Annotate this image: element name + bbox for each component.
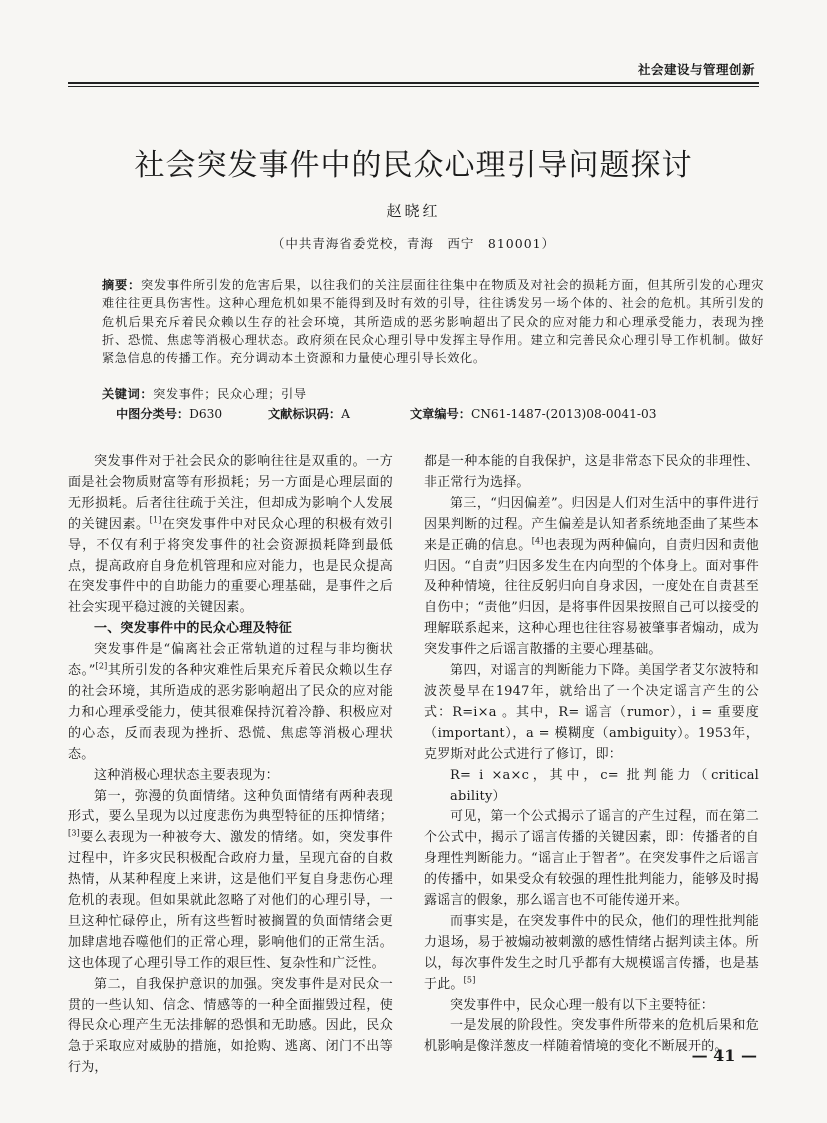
paragraph: 可见，第一个公式揭示了谣言的产生过程，而在第二个公式中，揭示了谣言传播的关键因素，即：传播者的自身理性判断能力。“谣言止于智者”。在突发事件之后谣言的传播中，如果受众有较强的理性批判能力，能够及时揭露谣言的假象，那么谣言也不可能传递开来。 (424, 809, 759, 909)
paragraph: 都是一种本能的自我保护，这是非常态下民众的非理性、非正常行为选择。 (424, 454, 759, 490)
keywords-text: 突发事件；民众心理；引导 (153, 387, 307, 401)
paragraph: 第三，“归因偏差”。归因是人们对生活中的事件进行因果判断的过程。产生偏差是认知者系统地歪曲了某些本来是正确的信息。[4]也表现为两种偏向，自责归因和责他归因。“自责”归因多发生在内向型的个体身上。面对事件及种种情境，往往反躬归向自身求因，一度处在自责甚至自伤中；“责他”归因，是将事件因果按照自己可以接受的理解联系起来，这种心理也往往容易被肇事者煽动，成为突发事件之后谣言散播的主要心理基础。 (424, 495, 759, 658)
left-column (68, 452, 393, 1079)
paragraph: 第四，对谣言的判断能力下降。美国学者艾尔波特和波茨曼早在1947年，就给出了一个决定谣言产生的公式：R=i×a 。其中，R= 谣言（rumor），i = 重要度（important），a = 模糊度（ambiguity）。1953年，克罗斯对此公式进行了修订，即： (424, 663, 759, 762)
journal-section-label: 社会建设与管理创新 (637, 62, 755, 77)
paragraph: 第二，自我保护意识的加强。突发事件是对民众一贯的一些认知、信念、情感等的一种全面摧毁过程，使得民众心理产生无法排解的恐惧和无助感。因此，民众急于采取应对威胁的措施，如抢购、逃离、闭门不出等行为， (68, 976, 393, 1076)
keywords-label: 关键词： (102, 387, 154, 401)
abstract-label: 摘要： (102, 278, 141, 292)
citation: [4] (531, 536, 544, 546)
right-column (424, 452, 759, 1058)
paragraph: 一是发展的阶段性。突发事件所带来的危机后果和危机影响是像洋葱皮一样随着情境的变化不断展开的。 (424, 1018, 759, 1055)
section-heading: 一、突发事件中的民众心理及特征 (94, 621, 293, 637)
author: 赵晓红 (386, 202, 441, 220)
paragraph: 第一，弥漫的负面情绪。这种负面情绪有两种表现形式，要么呈现为以过度悲伤为典型特征的压抑情绪；[3]要么表现为一种被夸大、激发的情绪。如，突发事件过程中，许多灾民积极配合政府力量，呈现亢奋的自救热情，从某种程度上来讲，这是他们平复自身悲伤心理危机的表现。但如果就此忽略了对他们的心理引导，一旦这种忙碌停止，所有这些暂时被搁置的负面情绪会更加肆虐地吞噬他们的正常心理，影响他们的正常生活。这也体现了心理引导工作的艰巨性、复杂性和广泛性。 (68, 788, 393, 971)
article-title: 社会突发事件中的民众心理引导问题探讨 (134, 148, 693, 183)
keywords (102, 385, 764, 402)
article-number: 文章编号：CN61-1487-(2013)08-0041-03 (410, 407, 657, 421)
citation: [5] (463, 975, 476, 985)
citation: [1] (149, 515, 162, 525)
formula: R= i ×a×c，其中，c= 批判能力（critical ability） (450, 767, 759, 804)
citation: [2] (95, 661, 108, 671)
paragraph: 突发事件是“偏离社会正常轨道的过程与非均衡状态。”[2]其所引发的各种灾难性后果充斥着民众赖以生存的社会环境，其所造成的恶劣影响超出了民众的应对能力和心理承受能力，使其很难保持沉着冷静、积极应对的心态，反而表现为挫折、恐慌、焦虑等消极心理状态。 (68, 642, 394, 762)
page-number: — 41 — (691, 1046, 757, 1065)
paragraph: 这种消极心理状态主要表现为： (94, 767, 279, 783)
paragraph: 而事实是，在突发事件中的民众，他们的理性批判能力退场，易于被煽动被刺激的感性情绪占据判读主体。所以，每次事件发生之时几乎都有大规模谣言传播，也是基于此。[5] (424, 913, 759, 992)
paragraph: 突发事件对于社会民众的影响往往是双重的。一方面是社会物质财富等有形损耗；另一方面是心理层面的无形损耗。后者往往疏于关注，但却成为影响个人发展的关键因素。[1]在突发事件中对民众心理的积极有效引导，不仅有利于将突发事件的社会资源损耗降到最低点，提高政府自身危机管理和应对能力，也是民众提高在突发事件中的自助能力的重要心理基础，是事件之后社会实现平稳过渡的关键因素。 (68, 454, 393, 616)
affiliation: （中共青海省委党校，青海 西宁 810001） (271, 236, 556, 251)
document-code: 文献标识码：A (268, 407, 350, 421)
abstract-text: 突发事件所引发的危害后果，以往我们的关注层面往往集中在物质及对社会的损耗方面，但其所引发的心理灾难往往更具伤害性。这种心理危机如果不能得到及时有效的引导，往往诱发另一场个体的、社会的危机。其所引发的危机后果充斥着民众赖以生存的社会环境，其所造成的恶劣影响超出了民众的应对能力和心理承受能力，表现为挫折、恐慌、焦虑等消极心理状态。政府须在民众心理引导中发挥主导作用。建立和完善民众心理引导工作机制。做好紧急信息的传播工作。充分调动本土资源和力量使心理引导长效化。 (102, 278, 764, 366)
header-rule-thin (68, 86, 759, 87)
clc-code: 中图分类号：D630 (116, 407, 223, 421)
citation: [3] (68, 828, 80, 838)
header-rule (68, 82, 759, 84)
abstract (102, 276, 764, 367)
paragraph: 突发事件中，民众心理一般有以下主要特征： (450, 997, 715, 1013)
